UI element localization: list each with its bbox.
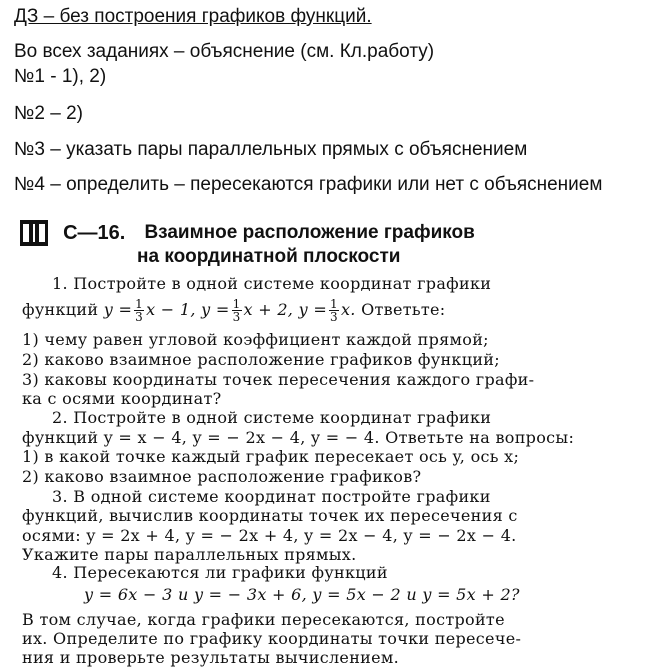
task1-question3-cont: ка с осями координат? bbox=[22, 389, 222, 408]
task1-question1: 1) чему равен угловой коэффициент каждой прямой; bbox=[22, 330, 489, 349]
homework-line-task3: №3 – указать пары параллельных прямых с объяснением bbox=[14, 139, 528, 160]
section-number: С—16. bbox=[63, 221, 126, 244]
task4-lead: 4. Пересекаются ли графики функций bbox=[52, 563, 388, 582]
fraction-one-third: $\frac{1}{3}$ bbox=[135, 297, 144, 324]
task3-line2: функций, вычислив координаты точек их пересечения с bbox=[22, 506, 518, 525]
task1-lead: 1. Постройте в одной системе координат графики bbox=[52, 274, 492, 293]
task4-line5: ния и проверьте результаты вычислением. bbox=[22, 648, 400, 667]
task4-functions: y = 6x − 3 и y = − 3x + 6, y = 5x − 2 и y = 5x + 2? bbox=[84, 585, 520, 604]
fraction-one-third: $\frac{1}{3}$ bbox=[330, 297, 338, 324]
homework-title: ДЗ – без построения графиков функций. bbox=[14, 6, 372, 27]
roman-numeral-badge bbox=[20, 220, 48, 246]
task2-question2: 2) каково взаимное расположение графиков? bbox=[22, 467, 422, 486]
fraction-one-third: $\frac{1}{3}$ bbox=[232, 297, 241, 324]
task3-lead: 3. В одной системе координат постройте графики bbox=[52, 487, 491, 506]
task1-question2: 2) каково взаимное расположение графиков функций; bbox=[22, 350, 500, 369]
task2-functions: функций y = x − 4, y = − 2x − 4, y = − 4. Ответьте на вопросы: bbox=[22, 428, 575, 447]
section-title-line1: Взаимное расположение графиков bbox=[144, 222, 475, 243]
homework-line-explanation: Во всех заданиях – объяснение (см. Кл.работу) bbox=[14, 41, 435, 62]
task3-line4: Укажите пары параллельных прямых. bbox=[22, 545, 357, 564]
section-title-line2: на координатной плоскости bbox=[137, 246, 401, 267]
task3-functions: осями: y = 2x + 4, y = − 2x + 4, y = 2x − 4, y = − 2x − 4. bbox=[22, 526, 517, 545]
task2-question1: 1) в какой точке каждый график пересекает ось y, ось x; bbox=[22, 447, 520, 466]
task1-question3: 3) каковы координаты точек пересечения каждого графи- bbox=[22, 370, 535, 389]
homework-line-task4: №4 – определить – пересекаются графики или нет с объяснением bbox=[14, 174, 603, 195]
section-header bbox=[20, 220, 475, 246]
homework-line-task2: №2 – 2) bbox=[14, 103, 83, 124]
task4-line4: их. Определите по графику координаты точки пересече- bbox=[22, 629, 522, 648]
task1-functions: функций y = $\frac{1}{3}$ x − 1, y = $\frac{1}{3}$ x + 2, y = $\frac{1}{3}$ x. Ответьте: bbox=[22, 297, 446, 324]
task4-line3: В том случае, когда графики пересекаются, постройте bbox=[22, 610, 505, 629]
task2-lead: 2. Постройте в одной системе координат графики bbox=[52, 408, 492, 427]
homework-line-task1: №1 - 1), 2) bbox=[14, 66, 107, 87]
